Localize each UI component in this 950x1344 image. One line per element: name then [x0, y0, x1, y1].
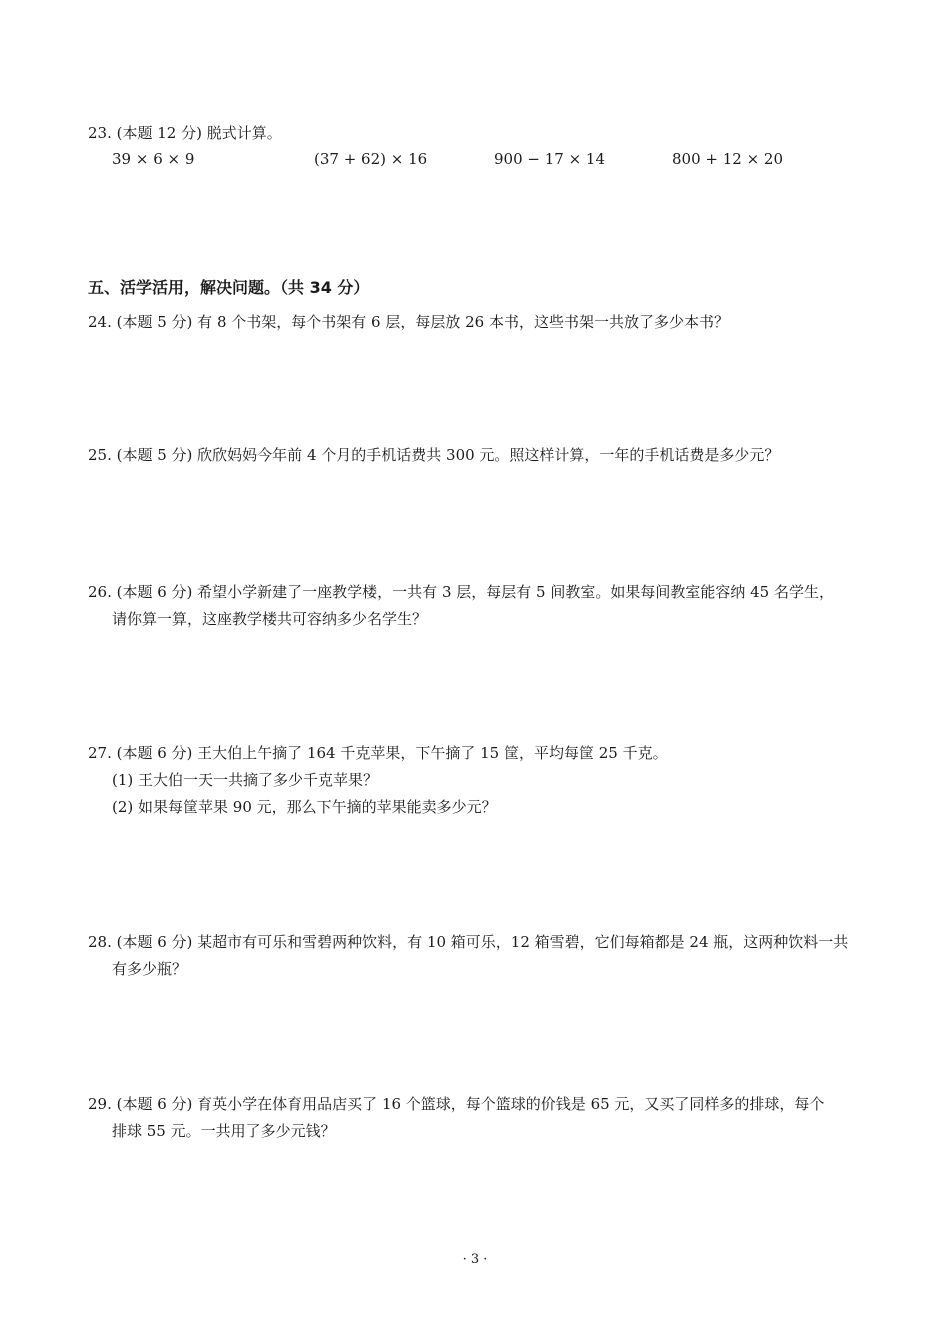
question-26-line-1: 26. (本题 6 分) 希望小学新建了一座教学楼，一共有 3 层，每层有 5 间教室。如果每间教室能容纳 45 名学生，: [88, 583, 834, 601]
question-29-line-2: 排球 55 元。一共用了多少元钱？: [112, 1122, 336, 1140]
question-27: 27. (本题 6 分) 王大伯上午摘了 164 千克苹果，下午摘了 15 筐，平均每筐 25 千克。: [88, 744, 668, 762]
question-25: 25. (本题 5 分) 欣欣妈妈今年前 4 个月的手机话费共 300 元。照这样计算，一年的手机话费是多少元？: [88, 446, 780, 464]
q23-expression-2: (37 + 62) × 16: [314, 150, 428, 168]
q23-expression-4: 800 + 12 × 20: [672, 150, 784, 168]
question-26-line-2: 请你算一算，这座教学楼共可容纳多少名学生？: [112, 610, 428, 628]
question-27-sub-1: (1) 王大伯一天一共摘了多少千克苹果？: [112, 771, 379, 789]
q23-expression-1: 39 × 6 × 9: [112, 150, 195, 168]
section-5-heading: 五、活学活用，解决问题。（共 34 分）: [88, 278, 370, 297]
page-number: · 3 ·: [462, 1252, 488, 1267]
question-23-title: 23. (本题 12 分) 脱式计算。: [88, 124, 282, 142]
question-29-line-1: 29. (本题 6 分) 育英小学在体育用品店买了 16 个篮球，每个篮球的价钱是 65 元，又买了同样多的排球，每个: [88, 1095, 825, 1113]
q23-expression-3: 900 − 17 × 14: [494, 150, 606, 168]
question-27-sub-2: (2) 如果每筐苹果 90 元，那么下午摘的苹果能卖多少元？: [112, 798, 497, 816]
question-28-line-1: 28. (本题 6 分) 某超市有可乐和雪碧两种饮料，有 10 箱可乐，12 箱雪碧，它们每箱都是 24 瓶，这两种饮料一共: [88, 933, 849, 951]
question-24: 24. (本题 5 分) 有 8 个书架，每个书架有 6 层，每层放 26 本书，这些书架一共放了多少本书？: [88, 313, 729, 331]
question-28-line-2: 有多少瓶？: [112, 960, 188, 978]
